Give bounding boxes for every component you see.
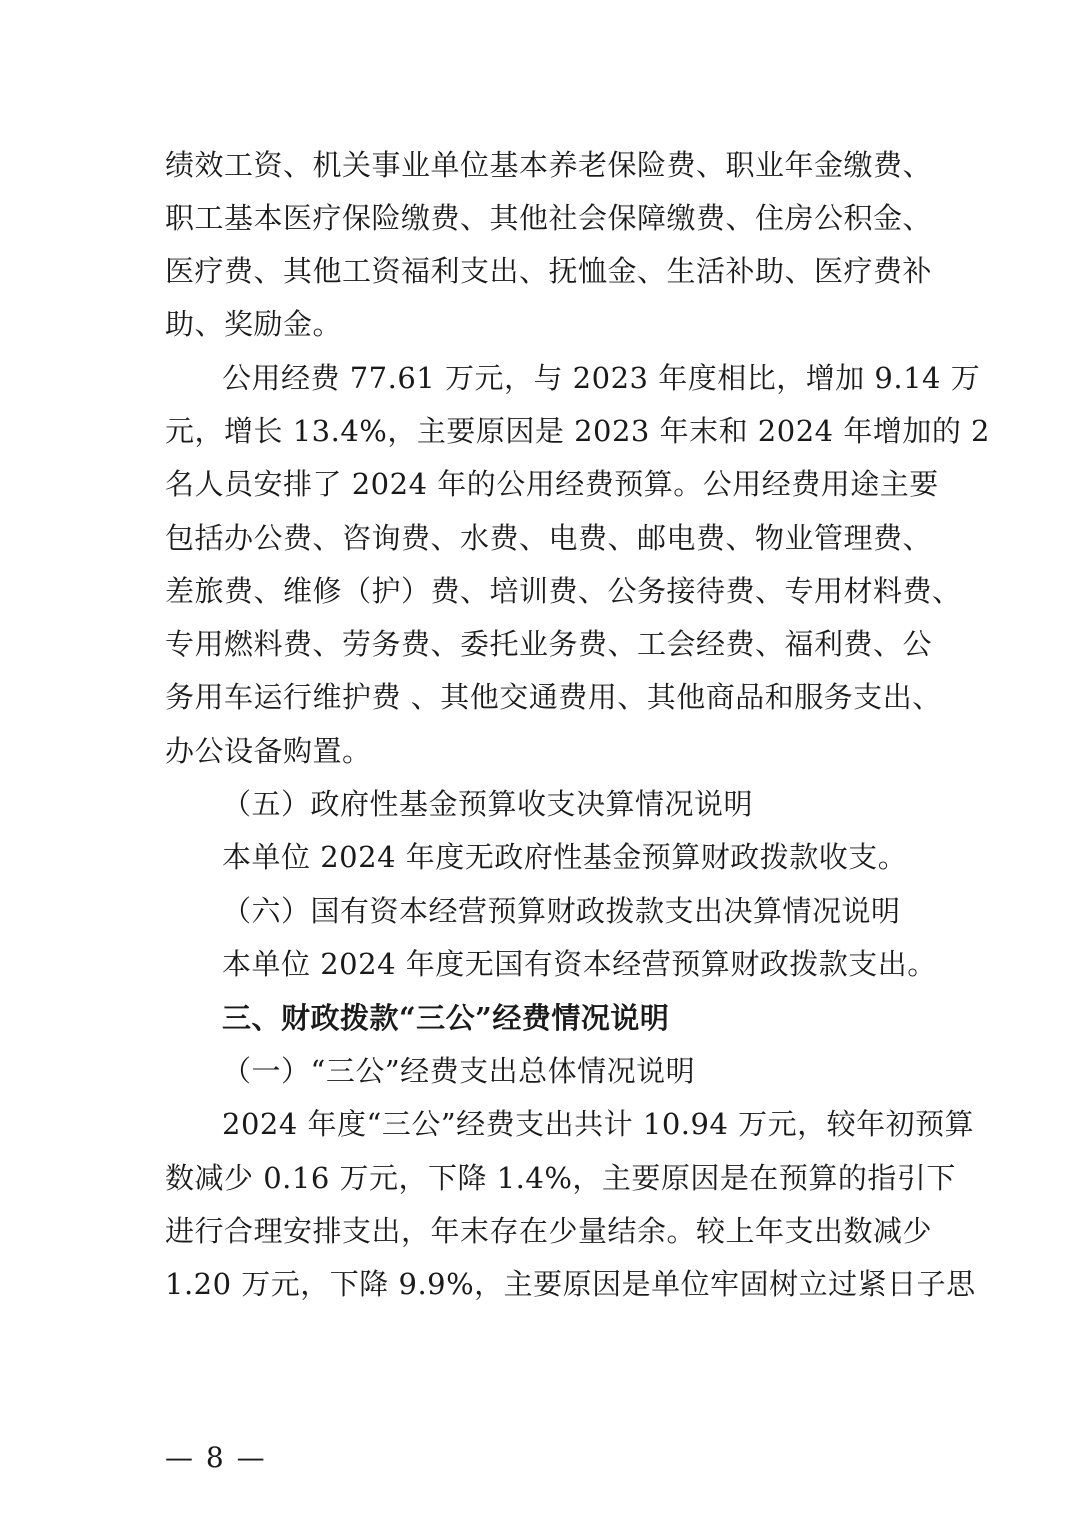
paragraph-start-line: 本单位 2024 年度无政府性基金预算财政拨款收支。 — [222, 840, 908, 874]
body-text-line: 进行合理安排支出，年末存在少量结余。较上年支出数减少 — [165, 1214, 933, 1248]
section-heading-5: （五）政府性基金预算收支决算情况说明 — [222, 787, 754, 821]
page-number: — 8 — — [165, 1441, 267, 1474]
body-text-line: 绩效工资、机关事业单位基本养老保险费、职业年金缴费、 — [165, 148, 933, 182]
body-text-line: 医疗费、其他工资福利支出、抚恤金、生活补助、医疗费补 — [165, 254, 933, 288]
body-text-line: 名人员安排了 2024 年的公用经费预算。公用经费用途主要 — [165, 467, 939, 501]
paragraph-start-line: 本单位 2024 年度无国有资本经营预算财政拨款支出。 — [222, 947, 937, 981]
chapter-heading-3: 三、财政拨款“三公”经费情况说明 — [222, 1001, 670, 1035]
body-text-line: 1.20 万元，下降 9.9%，主要原因是单位牢固树立过紧日子思 — [165, 1267, 976, 1301]
body-text-line: 职工基本医疗保险缴费、其他社会保障缴费、住房公积金、 — [165, 201, 933, 235]
section-heading-6: （六）国有资本经营预算财政拨款支出决算情况说明 — [222, 894, 901, 928]
body-text-line: 助、奖励金。 — [165, 307, 343, 341]
body-text-line: 专用燃料费、劳务费、委托业务费、工会经费、福利费、公 — [165, 627, 933, 661]
body-text-line: 元，增长 13.4%，主要原因是 2023 年末和 2024 年增加的 2 — [165, 414, 990, 448]
body-text-line: 办公设备购置。 — [165, 734, 372, 768]
body-text-line: 数减少 0.16 万元，下降 1.4%，主要原因是在预算的指引下 — [165, 1161, 956, 1195]
section-heading-1: （一）“三公”经费支出总体情况说明 — [222, 1054, 696, 1088]
paragraph-start-line: 2024 年度“三公”经费支出共计 10.94 万元，较年初预算 — [222, 1107, 975, 1141]
body-text-line: 包括办公费、咨询费、水费、电费、邮电费、物业管理费、 — [165, 521, 933, 555]
paragraph-start-line: 公用经费 77.61 万元，与 2023 年度相比，增加 9.14 万 — [222, 361, 981, 395]
body-text-line: 务用车运行维护费 、其他交通费用、其他商品和服务支出、 — [165, 680, 942, 714]
body-text-line: 差旅费、维修（护）费、培训费、公务接待费、专用材料费、 — [165, 574, 962, 608]
